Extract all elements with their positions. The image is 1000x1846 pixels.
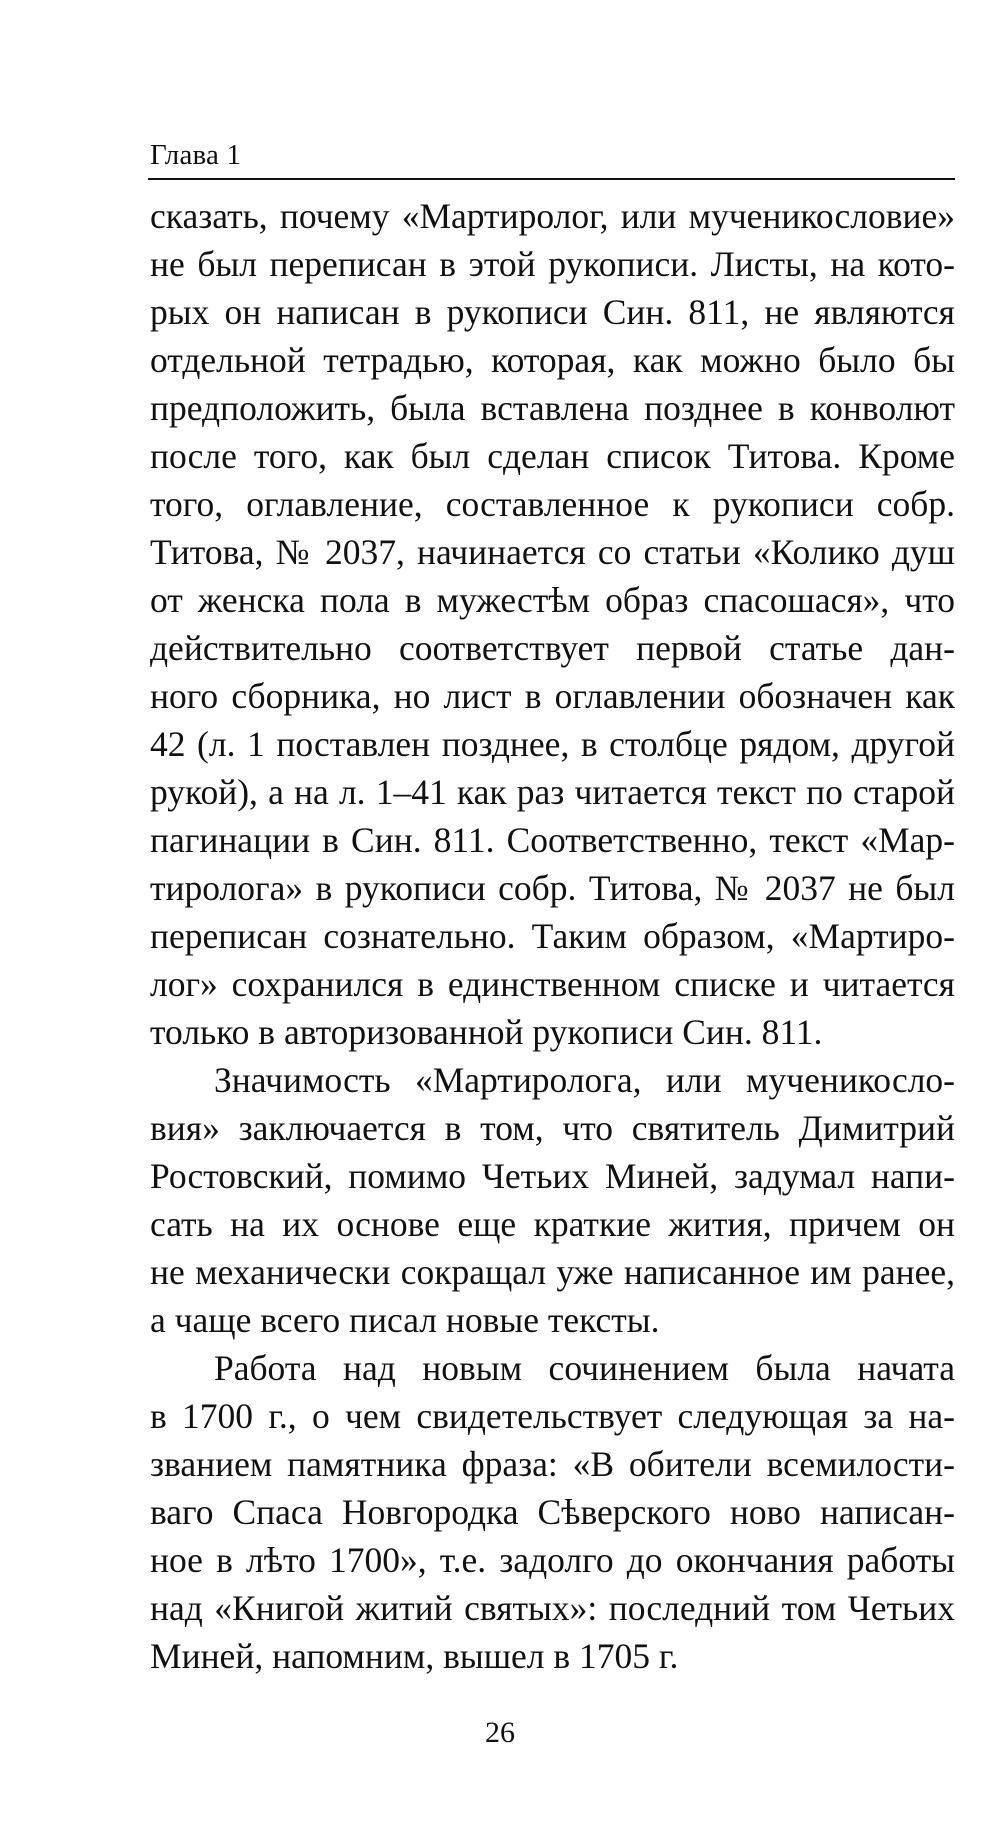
text-line: в 1700 г., о чем свидетельствует следующая за на- (150, 1396, 955, 1436)
text-line: вия» заключается в том, что святитель Димитрий (150, 1108, 955, 1148)
text-line: 42 (л. 1 поставлен позднее, в столбце рядом, другой (150, 724, 955, 764)
text-line: Ростовский, помимо Четьих Миней, задумал напи- (150, 1156, 955, 1196)
header-rule (148, 178, 955, 180)
text-line: пагинации в Син. 811. Соответственно, текст «Мар- (150, 820, 955, 860)
text-line: Титова, № 2037, начинается со статьи «Колико душ (150, 532, 955, 572)
text-line: отдельной тетрадью, которая, как можно было бы (150, 340, 955, 380)
text-line: тиролога» в рукописи собр. Титова, № 2037 не был (150, 868, 955, 908)
text-line: ное в лѣто 1700», т.е. задолго до окончания работы (150, 1540, 955, 1580)
paragraph-3 (150, 1344, 955, 1680)
text-line: Значимость «Мартиролога, или мученикосло- (214, 1060, 955, 1100)
text-line: сказать, почему «Мартиролог, или мученикословие» (150, 196, 955, 236)
paragraph-1 (150, 192, 955, 1056)
text-line: над «Книгой житий святых»: последний том Четьих (150, 1588, 955, 1628)
text-line: ного сборника, но лист в оглавлении обозначен как (150, 676, 955, 716)
text-line: от женска пола в мужестѣм образ спасошася», что (150, 580, 955, 620)
text-line: сать на их основе еще краткие жития, причем он (150, 1204, 955, 1244)
text-line: предположить, была вставлена позднее в конволют (150, 388, 955, 428)
text-line: только в авторизованной рукописи Син. 811. (150, 1012, 823, 1052)
text-line: после того, как был сделан список Титова. Кроме (150, 436, 955, 476)
text-line: Миней, напомним, вышел в 1705 г. (150, 1636, 679, 1676)
text-line: рых он написан в рукописи Син. 811, не являются (150, 292, 955, 332)
text-line: лог» сохранился в единственном списке и читается (150, 964, 955, 1004)
text-line: не механически сокращал уже написанное им ранее, (150, 1252, 955, 1292)
text-line: званием памятника фраза: «В обители всемилости- (150, 1444, 955, 1484)
paragraph-2 (150, 1056, 955, 1344)
text-line: действительно соответствует первой статье дан- (150, 628, 955, 668)
text-line: ваго Спаса Новгородка Сѣверского ново написан- (150, 1492, 955, 1532)
body-text (150, 192, 955, 1680)
running-head: Глава 1 (150, 139, 242, 171)
text-line: переписан сознательно. Таким образом, «Мартиро- (150, 916, 955, 956)
text-line: не был переписан в этой рукописи. Листы, на кото- (150, 244, 955, 284)
text-line: того, оглавление, составленное к рукописи собр. (150, 484, 955, 524)
text-line: рукой), а на л. 1–41 как раз читается текст по старой (150, 772, 955, 812)
page-number: 26 (485, 1716, 515, 1749)
text-line: Работа над новым сочинением была начата (214, 1348, 955, 1388)
text-line: а чаще всего писал новые тексты. (150, 1300, 660, 1340)
